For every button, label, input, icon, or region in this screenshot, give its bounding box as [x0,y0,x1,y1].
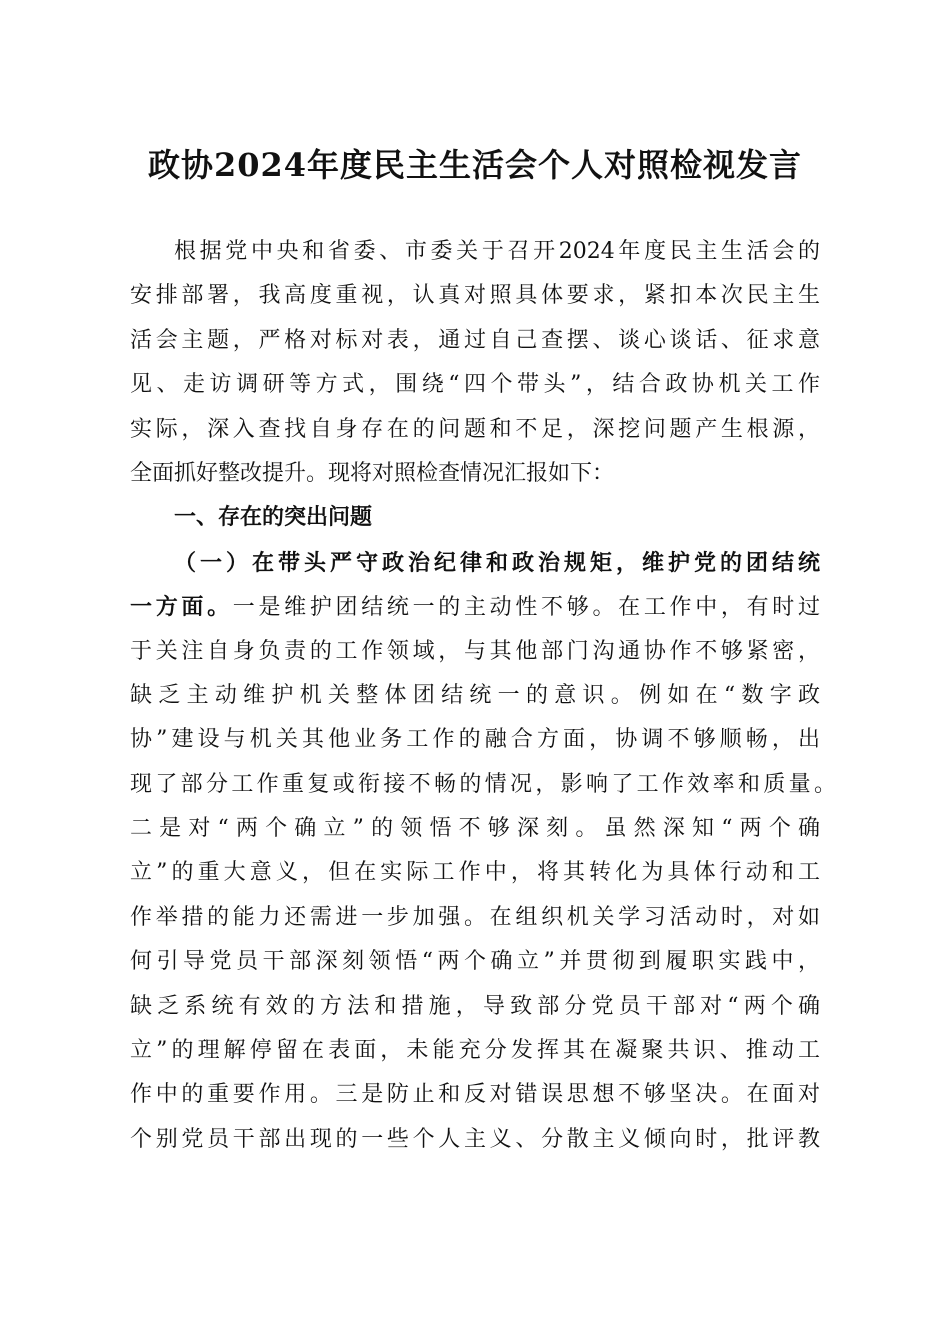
intro-line: 安排部署，我高度重视，认真对照具体要求，紧扣本次民主生 [130,283,820,309]
section-heading: 一、存在的突出问题 [174,505,373,531]
intro-line: 实际，深入查找自身存在的问题和不足，深挖问题产生根源， [130,416,820,442]
document-title: 政协2024年度民主生活会个人对照检视发言 [147,146,803,184]
body-line: 个别党员干部出现的一些个人主义、分散主义倾向时，批评教 [130,1126,820,1152]
body-line [130,585,820,629]
intro-line: 全面抓好整改提升。现将对照检查情况汇报如下： [130,460,615,486]
body-line: 作中的重要作用。三是防止和反对错误思想不够坚决。在面对 [130,1082,820,1108]
body-line: 现了部分工作重复或衔接不畅的情况，影响了工作效率和质量。 [130,771,836,797]
body-line: 二是对“两个确立”的领悟不够深刻。虽然深知“两个确 [130,816,820,842]
body-line: 于关注自身负责的工作领域，与其他部门沟通协作不够紧密， [130,638,820,664]
subsection-heading-end: 一方面。 [130,594,233,621]
body-line: 协”建设与机关其他业务工作的融合方面，协调不够顺畅，出 [130,727,820,753]
intro-line: 见、走访调研等方式，围绕“四个带头”，结合政协机关工作 [130,372,820,398]
body-line: 立”的理解停留在表面，未能充分发挥其在凝聚共识、推动工 [130,1038,820,1064]
body-line: 缺乏主动维护机关整体团结统一的意识。例如在“数字政 [130,682,820,708]
body-line: 何引导党员干部深刻领悟“两个确立”并贯彻到履职实践中， [130,949,820,975]
intro-line: 根据党中央和省委、市委关于召开2024年度民主生活会的 [174,239,820,264]
body-text: 一是维护团结统一的主动性不够。在工作中，有时过 [232,595,820,621]
body-line: 立”的重大意义，但在实际工作中，将其转化为具体行动和工 [130,860,820,886]
document-body [130,230,836,1162]
subsection-heading: （一）在带头严守政治纪律和政治规矩，维护党的团结统 [174,549,820,576]
intro-line: 活会主题，严格对标对表，通过自己查摆、谈心谈话、征求意 [130,327,820,353]
body-line: 作举措的能力还需进一步加强。在组织机关学习活动时，对如 [130,904,820,930]
body-line: 缺乏系统有效的方法和措施，导致部分党员干部对“两个确 [130,993,820,1019]
